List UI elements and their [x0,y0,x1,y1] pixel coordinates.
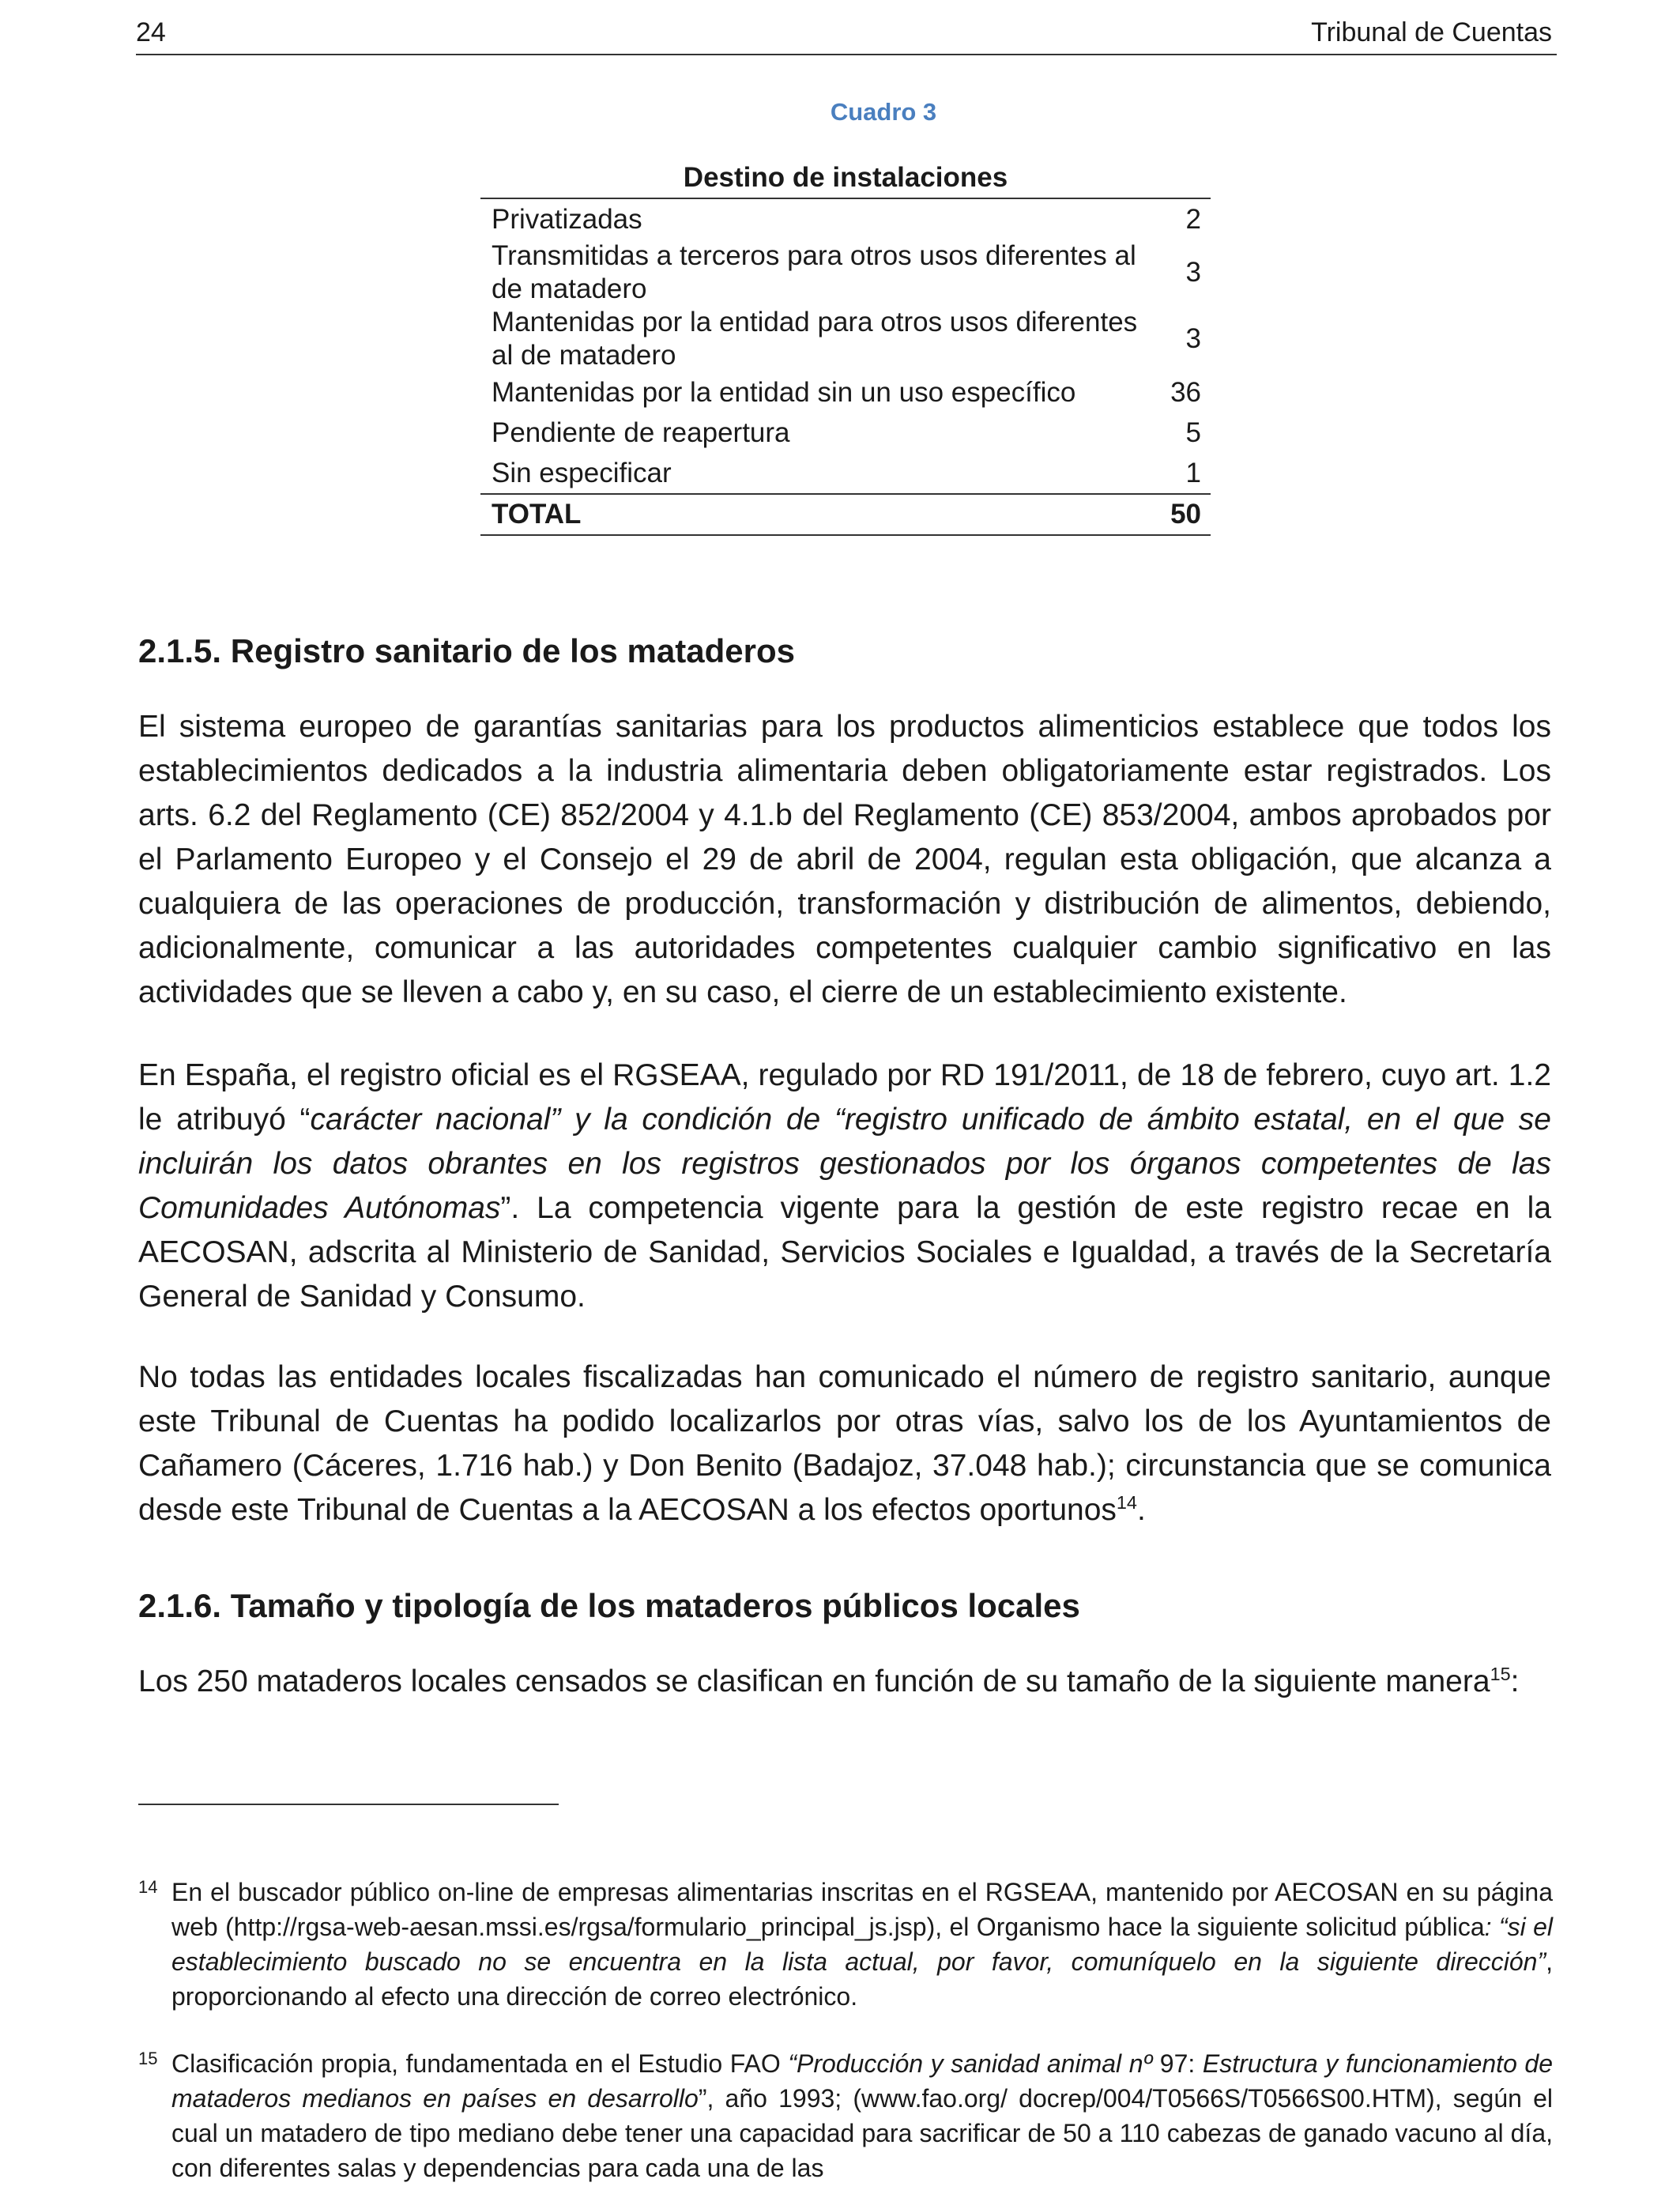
destination-table [480,158,1211,536]
row-label: Transmitidas a terceros para otros usos diferentes al de matadero [492,240,1136,304]
paragraph: En España, el registro oficial es el RGSEAA, regulado por RD 191/2011, de 18 de febrero, cuyo art. 1.2 le atribuyó “carácter nacional” y la condición de “registro unificado de ámbito estatal, en el que se incluirán los datos obrantes en los registros gestionados por los órganos competentes de las Comunidades Autónomas”. La competencia vigente para la gestión de este registro recae en la AECOSAN, adscrita al Ministerio de Sanidad, Servicios Sociales e Igualdad, a través de la Secretaría General de Sanidad y Consumo. [138,1058,1552,1314]
total-value: 50 [1170,499,1201,530]
table-row [480,372,1211,413]
table-caption: Cuadro 3 [830,98,937,126]
footnote-ref[interactable]: 15 [1490,1664,1511,1684]
row-value: 5 [1185,417,1201,448]
paragraph: No todas las entidades locales fiscalizadas han comunicado el número de registro sanitario, aunque este Tribunal de Cuentas ha podido localizarlos por otras vías, salvo los de los Ayuntamientos de Cañamero (Cáceres, 1.716 hab.) y Don Benito (Badajoz, 37.048 hab.); circunstancia que se comunica desde este Tribunal de Cuentas a la AECOSAN a los efectos oportunos$^{14}$. [138,1360,1551,1527]
row-value: 2 [1185,203,1201,235]
row-value: 3 [1185,323,1201,354]
footnote-rule [138,1804,559,1805]
row-label: Mantenidas por la entidad para otros usos diferentes al de matadero [492,307,1138,371]
row-label: Pendiente de reapertura [492,417,790,448]
table-heading: Destino de instalaciones [480,158,1211,199]
row-label: Privatizadas [492,203,642,235]
footnote-14 [138,1875,1553,2014]
paragraph: El sistema europeo de garantías sanitarias para los productos alimenticios establece que todos los establecimientos dedicados a la industria alimentaria deben obligatoriamente estar registrados. Los arts. 6.2 del Reglamento (CE) 852/2004 y 4.1.b del Reglamento (CE) 853/2004, ambos aprobados por el Parlamento Europeo y el Consejo el 29 de abril de 2004, regulan esta obligación, que alcanza a cualquiera de las operaciones de producción, transformación y distribución de alimentos, debiendo, adicionalmente, comunicar a las autoridades competentes cualquier cambio significativo en las actividades que se lleven a cabo y, en su caso, el cierre de un establecimiento existente. [138,710,1551,1009]
row-value: 3 [1185,257,1201,288]
table-row [480,306,1211,372]
section-heading-215: 2.1.5. Registro sanitario de los mataderos [138,632,795,669]
table-total-row [480,493,1211,536]
row-label: Sin especificar [492,457,672,488]
footnote-text: En el buscador público on-line de empresas alimentarias inscritas en el RGSEAA, mantenido por AECOSAN en su página web (http://rgsa-web-aesan.mssi.es/rgsa/formulario_principal_js.jsp), el Organismo hace la siguiente solicitud pública: “si el establecimiento buscado no se encuentra en la lista actual, por favor, comuníquelo en la siguiente dirección”, proporcionando al efecto una dirección de correo electrónico. [171,1878,1553,2011]
footnote-text: Clasificación propia, fundamentada en el Estudio FAO “Producción y sanidad animal nº 97: Estructura y funcionamiento de mataderos medianos en países en desarrollo”, año 1993; (www.fao.org/ docrep/004/T0566S/T0566S00.HTM), según el cual un matadero de tipo mediano debe tener una capacidad para sacrificar de 50 a 110 cabezas de ganado vacuno al día, con diferentes salas y dependencias para cada una de las [171,2049,1554,2182]
table-row [480,453,1211,493]
table-row [480,199,1211,239]
section-heading-216: 2.1.6. Tamaño y tipología de los mataderos públicos locales [138,1587,1080,1624]
total-label: TOTAL [492,499,582,530]
footnote-number: 15 [138,2049,158,2068]
paragraph: Los 250 mataderos locales censados se clasifican en función de su tamaño de la siguiente manera$^{15}$: [138,1664,1520,1698]
table-row [480,239,1211,306]
table-row [480,413,1211,453]
footnote-15 [138,2046,1553,2185]
running-title: Tribunal de Cuentas [1311,17,1552,47]
row-label: Mantenidas por la entidad sin un uso específico [492,376,1076,408]
italic-quote: carácter nacional” y la condición de “registro unificado de ámbito estatal, en el que se incluirán los datos obrantes en los registros gestionados por los órganos competentes de las Comunidades Autónomas [138,1103,1551,1225]
row-value: 1 [1185,457,1201,488]
page-number: 24 [136,17,166,47]
footnote-number: 14 [138,1877,158,1897]
row-value: 36 [1170,376,1201,408]
page-header [136,17,1557,55]
footnote-ref[interactable]: 14 [1116,1492,1137,1513]
